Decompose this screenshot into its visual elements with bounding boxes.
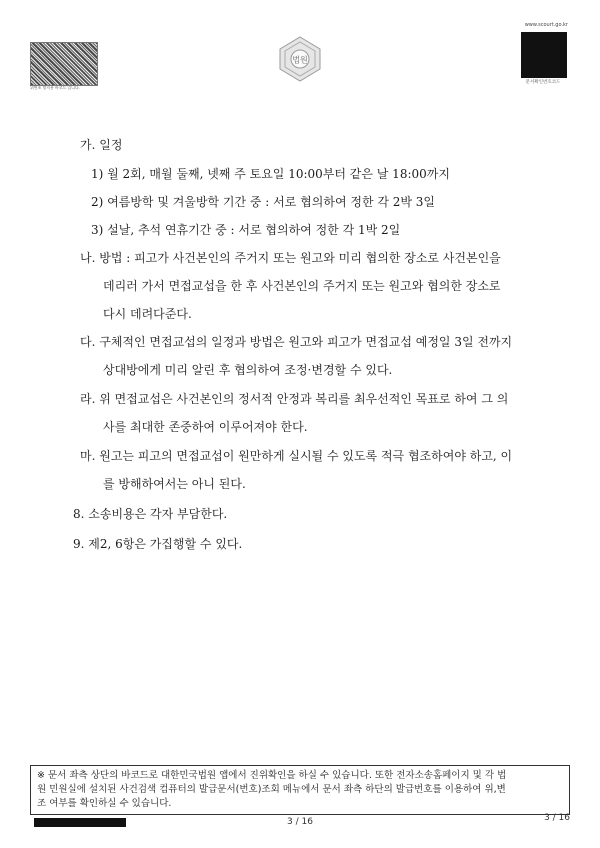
court-emblem-icon [276,35,324,83]
notice-line-3: 조 여부를 확인하실 수 있습니다. [37,798,172,809]
site-url: www.scourt.go.kr [524,22,568,28]
page-number-right: 3 / 16 [544,813,570,823]
authenticity-barcode [30,42,98,86]
emblem-label: 법원 [292,55,308,65]
notice-line-1: ※ 문서 좌측 상단의 바코드로 대한민국법원 앱에서 진위확인을 하실 수 있습니다. 또한 전자소송홈페이지 및 각 법 [37,770,507,781]
section-na-line-1: 나. 방법 : 피고가 사건본인의 주거지 또는 원고와 미리 협의한 장소로 사건본인을 [80,251,501,265]
section-na-line-2: 데리러 가서 면접교섭을 한 후 사건본인의 주거지 또는 원고와 협의한 장소로 [103,279,501,293]
section-ra-line-2: 사를 최대한 존중하여 이루어져야 한다. [103,420,308,434]
court-emblem [276,35,324,83]
section-ra-line-1: 라. 위 면접교섭은 사건본인의 정서적 안정과 복리를 최우선적인 목표로 하여 그 의 [80,392,509,406]
schedule-item-2: 2) 여름방학 및 겨울방학 기간 중 : 서로 협의하여 정한 각 2박 3일 [91,195,436,209]
document-qr-code [521,32,567,78]
notice-line-2: 원 민원실에 설치된 사건검색 컴퓨터의 발급문서(번호)조회 메뉴에서 문서 좌측 하단의 발급번호를 이용하여 위,변 [37,784,506,795]
section-ma-line-2: 를 방해하여서는 아니 된다. [103,477,246,491]
verification-notice [30,765,570,815]
section-ga-heading: 가. 일정 [80,138,123,152]
item-8: 8. 소송비용은 각자 부담한다. [73,507,228,521]
page-number-center: 3 / 16 [287,817,313,827]
qr-caption: 문서확인번호코드 [525,80,561,85]
item-9: 9. 제2, 6항은 가집행할 수 있다. [73,537,243,551]
schedule-item-3: 3) 설날, 추석 연휴기간 중 : 서로 협의하여 정한 각 1박 2일 [91,223,401,237]
schedule-item-1: 1) 월 2회, 매월 둘째, 넷째 주 토요일 10:00부터 같은 날 18:00까지 [91,167,450,181]
redacted-issue-number [34,818,126,827]
section-da-line-1: 다. 구체적인 면접교섭의 일정과 방법은 원고와 피고가 면접교섭 예정일 3일 전까지 [80,335,513,349]
section-ma-line-1: 마. 원고는 피고의 면접교섭이 원만하게 실시될 수 있도록 적극 협조하여야 하고, 이 [80,449,513,463]
barcode-caption: 위변조 방지용 바코드 입니다. [30,85,80,90]
section-na-line-3: 다시 데려다준다. [103,307,192,321]
section-da-line-2: 상대방에게 미리 알린 후 협의하여 조정·변경할 수 있다. [103,363,393,377]
